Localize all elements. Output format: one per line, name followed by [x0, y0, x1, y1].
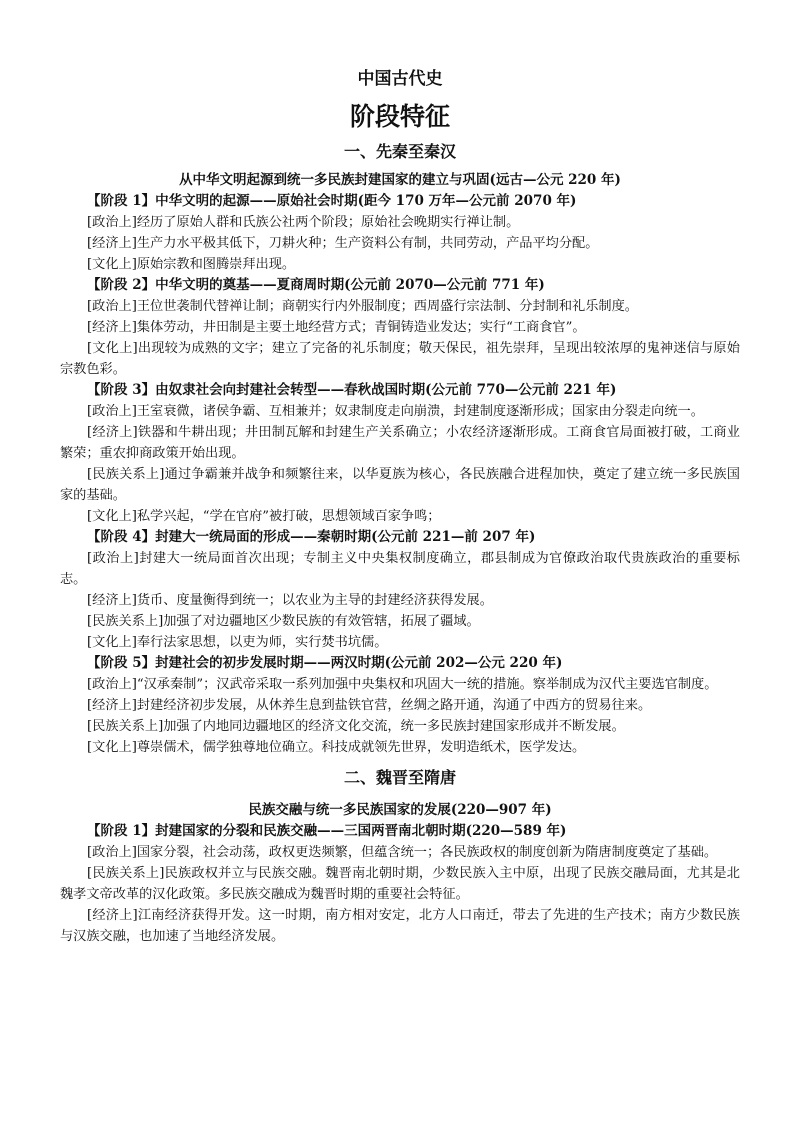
paragraph: [政治上]王室衰微，诸侯争霸、互相兼并；奴隶制度走向崩溃，封建制度逐渐形成；国家由分裂走向统一。 — [87, 404, 704, 419]
paragraph: [文化上]奉行法家思想，以吏为师，实行焚书坑儒。 — [87, 635, 388, 650]
paragraph: [经济上]货币、度量衡得到统一；以农业为主导的封建经济获得发展。 — [87, 593, 493, 608]
stage-title: 【阶段 2】中华文明的奠基——夏商周时期(公元前 2070—公元前 771 年) — [87, 277, 545, 293]
paragraph: [民族关系上]通过争霸兼并战争和频繁往来，以华夏族为核心，各民族融合进程加快，奠定了建立统一多民族国家的基础。 — [60, 467, 740, 503]
paragraph: [民族关系上]民族政权并立与民族交融。魏晋南北朝时期，少数民族入主中原，出现了民族交融局面，尤其是北魏孝文帝改革的汉化政策。多民族交融成为魏晋时期的重要社会特征。 — [60, 866, 740, 902]
stage-title: 【阶段 3】由奴隶社会向封建社会转型——春秋战国时期(公元前 770—公元前 221 年) — [87, 382, 617, 398]
paragraph: [政治上]王位世袭制代替禅让制；商朝实行内外服制度；西周盛行宗法制、分封制和礼乐制度。 — [87, 299, 638, 314]
paragraph: [文化上]原始宗教和图腾崇拜出现。 — [87, 257, 296, 272]
paragraph: [文化上]尊崇儒术，儒学独尊地位确立。科技成就领先世界，发明造纸术，医学发达。 — [87, 740, 586, 755]
paragraph: [文化上]出现较为成熟的文字；建立了完备的礼乐制度；敬天保民，祖先崇拜，呈现出较浓厚的鬼神迷信与原始宗教色彩。 — [60, 341, 740, 377]
paragraph: [经济上]江南经济获得开发。这一时期，南方相对安定，北方人口南迁，带去了先进的生产技术；南方少数民族与汉族交融，也加速了当地经济发展。 — [60, 908, 740, 944]
paragraph: [政治上]封建大一统局面首次出现；专制主义中央集权制度确立，郡县制成为官僚政治取代贵族政治的重要标志。 — [60, 551, 740, 587]
paragraph: [经济上]铁器和牛耕出现；井田制瓦解和封建生产关系确立；小农经济逐渐形成。工商食官局面被打破，工商业繁荣；重农抑商政策开始出现。 — [60, 425, 740, 461]
paragraph: [经济上]封建经济初步发展，从休养生息到盐铁官营，丝绸之路开通，沟通了中西方的贸易往来。 — [87, 698, 652, 713]
paragraph: [经济上]集体劳动，井田制是主要土地经营方式；青铜铸造业发达；实行“工商食官”。 — [87, 320, 586, 335]
section-heading-1: 一、先秦至秦汉 — [343, 142, 456, 161]
era-title-2: 民族交融与统一多民族国家的发展(220—907 年) — [248, 802, 552, 818]
stage-title: 【阶段 1】封建国家的分裂和民族交融——三国两晋南北朝时期(220—589 年) — [87, 823, 567, 839]
paragraph: [政治上]经历了原始人群和氏族公社两个阶段；原始社会晚期实行禅让制。 — [87, 215, 520, 230]
paragraph: [文化上]私学兴起，“学在官府”被打破，思想领域百家争鸣； — [87, 509, 441, 524]
section-heading-2: 二、魏晋至隋唐 — [343, 768, 456, 787]
paragraph: [政治上]国家分裂，社会动荡，政权更迭频繁，但蕴含统一；各民族政权的制度创新为隋唐制度奠定了基础。 — [87, 845, 718, 860]
paragraph: [政治上]“汉承秦制”；汉武帝采取一系列加强中央集权和巩固大一统的措施。察举制成为汉代主要选官制度。 — [87, 677, 718, 692]
era-title-1: 从中华文明起源到统一多民族封建国家的建立与巩固(远古—公元 220 年) — [179, 172, 621, 188]
document-page — [60, 66, 740, 947]
stage-title: 【阶段 4】封建大一统局面的形成——秦朝时期(公元前 221—前 207 年) — [87, 529, 536, 545]
document-subtitle: 阶段特征 — [349, 102, 450, 131]
paragraph: [民族关系上]加强了内地同边疆地区的经济文化交流，统一多民族封建国家形成并不断发展。 — [87, 719, 625, 734]
paragraph: [民族关系上]加强了对边疆地区少数民族的有效管辖，拓展了疆域。 — [87, 614, 480, 629]
stage-title: 【阶段 1】中华文明的起源——原始社会时期(距今 170 万年—公元前 2070 年) — [87, 193, 577, 209]
paragraph: [经济上]生产力水平极其低下，刀耕火种；生产资料公有制，共同劳动，产品平均分配。 — [87, 236, 599, 251]
stage-title: 【阶段 5】封建社会的初步发展时期——两汉时期(公元前 202—公元 220 年) — [87, 655, 563, 671]
document-title: 中国古代史 — [357, 69, 443, 89]
